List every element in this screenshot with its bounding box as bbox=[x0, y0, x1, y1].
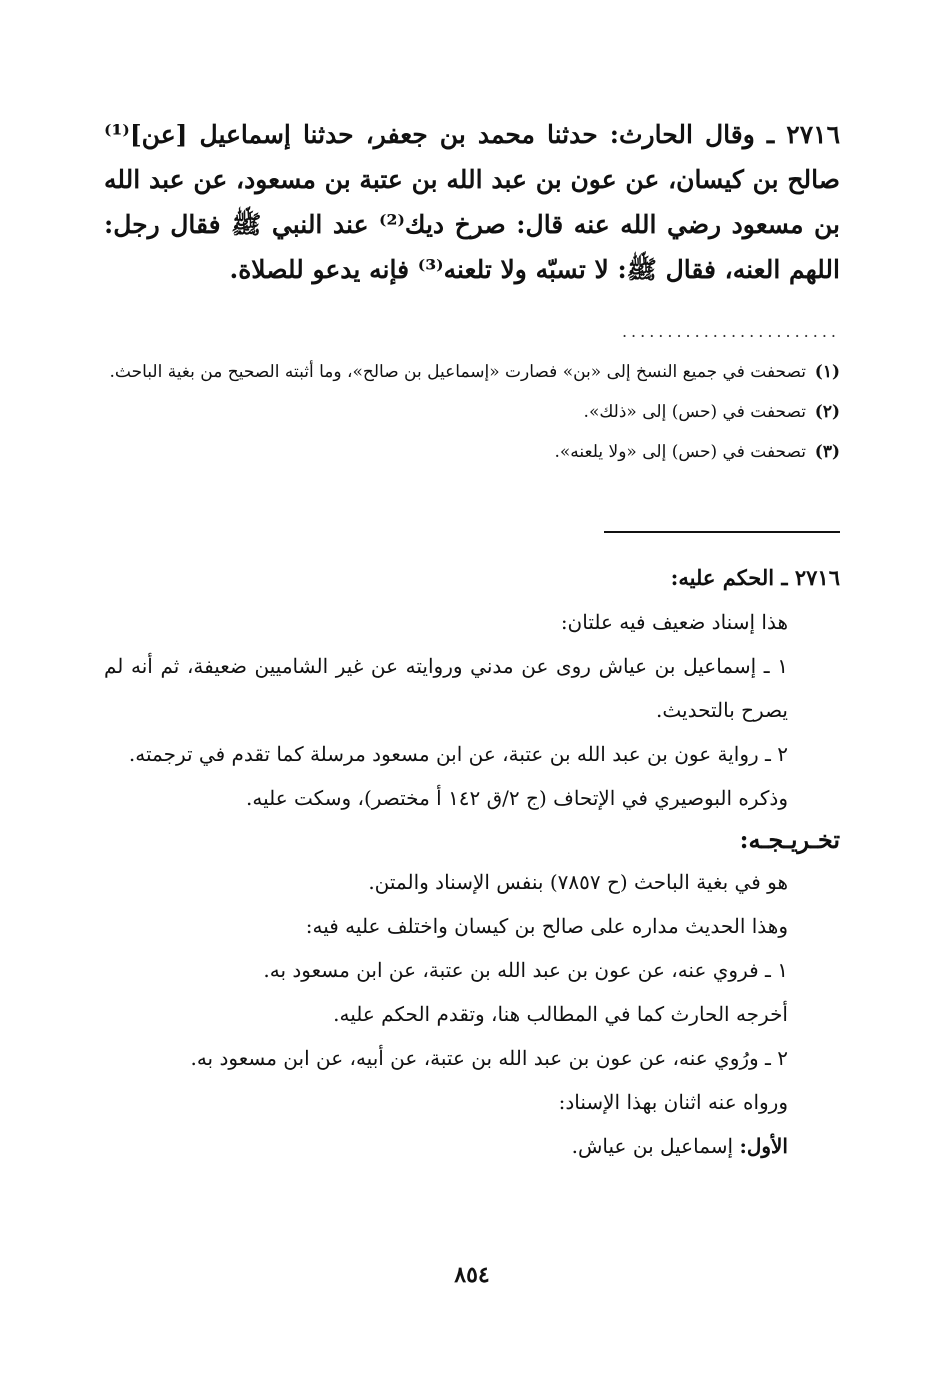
footnote-text: تصحفت في (حس) إلى «ذلك». bbox=[583, 402, 806, 422]
takhrij-line-1: هو في بغية الباحث (ح ٧٨٥٧) بنفس الإسناد والمتن. bbox=[368, 870, 788, 894]
footnote-number: (٢) bbox=[814, 402, 840, 422]
footnotes-section bbox=[104, 358, 840, 478]
section-divider-rule bbox=[604, 531, 840, 533]
footnote-3 bbox=[104, 438, 840, 466]
ruling-point-1: ١ ـ إسماعيل بن عياش روى عن مدني وروايته عن غير الشاميين ضعيفة، ثم أنه لم يصرح بالتحديث. bbox=[104, 654, 788, 722]
busiri-note: وذكره البوصيري في الإتحاف (ج ٢/ق ١٤٢ أ مختصر)، وسكت عليه. bbox=[246, 786, 788, 810]
takhrij-line-7 bbox=[104, 1124, 840, 1168]
takhrij-line-5: ٢ ـ ورُوي عنه، عن عون بن عبد الله بن عتبة، عن أبيه، عن ابن مسعود به. bbox=[190, 1046, 788, 1070]
separator-dots: ........................ bbox=[621, 322, 840, 341]
takhrij-line-4: أخرجه الحارث كما في المطالب هنا، وتقدم الحكم عليه. bbox=[333, 1002, 788, 1026]
takhrij-line-6: ورواه عنه اثنان بهذا الإسناد: bbox=[558, 1090, 788, 1114]
takhrij-heading: تخـريـجـه: bbox=[739, 825, 840, 854]
ruling-intro: هذا إسناد ضعيف فيه علتان: bbox=[560, 610, 788, 634]
footnote-text: تصحفت في (حس) إلى «ولا يلعنه». bbox=[554, 442, 806, 462]
hadith-paragraph: ٢٧١٦ ـ وقال الحارث: حدثنا محمد بن جعفر، حدثنا إسماعيل [عن]⁽¹⁾ صالح بن كيسان، عن عون بن عبد الله بن عتبة بن مسعود، عن عبد الله بن مسعود رضي الله عنه قال: صرخ ديك⁽²⁾ عند النبي ﷺ فقال رجل: اللهم العنه، فقال ﷺ: لا تسبّه ولا تلعنه⁽³⁾ فإنه يدعو للصلاة. bbox=[104, 120, 841, 284]
page-number: ٨٥٤ bbox=[454, 1262, 490, 1288]
takhrij-line-3: ١ ـ فروي عنه، عن عون بن عبد الله بن عتبة، عن ابن مسعود به. bbox=[263, 958, 788, 982]
hadith-text: وقال الحارث: حدثنا محمد بن جعفر، حدثنا إسماعيل [عن]⁽¹⁾ صالح بن كيسان، عن عون بن عبد الله بن عتبة بن مسعود، عن عبد الله بن مسعود رضي الله عنه قال: صرخ ديك⁽²⁾ عند النبي ﷺ فقال رجل: اللهم العنه، فقال ﷺ: لا تسبّه ولا تلعنه⁽³⁾ فإنه يدعو للصلاة. bbox=[104, 120, 841, 284]
hadith-text-block bbox=[104, 112, 840, 292]
footnote-text: تصحفت في جميع النسخ إلى «بن» فصارت «إسماعيل بن صالح»، وما أثبته الصحيح من بغية الباحث. bbox=[109, 362, 806, 382]
first-text: إسماعيل بن عياش. bbox=[571, 1134, 734, 1158]
footnote-1 bbox=[104, 358, 840, 386]
takhrij-line-2: وهذا الحديث مداره على صالح بن كيسان واختلف عليه فيه: bbox=[305, 914, 788, 938]
commentary-section bbox=[104, 556, 840, 1168]
first-label: الأول: bbox=[739, 1134, 788, 1158]
hadith-number: ٢٧١٦ bbox=[786, 120, 840, 149]
ruling-heading: ٢٧١٦ ـ الحكم عليه: bbox=[670, 565, 840, 590]
footnote-number: (٣) bbox=[814, 442, 840, 462]
footnote-2 bbox=[104, 398, 840, 426]
ruling-point-2: ٢ ـ رواية عون بن عبد الله بن عتبة، عن ابن مسعود مرسلة كما تقدم في ترجمته. bbox=[128, 742, 788, 766]
footnote-number: (١) bbox=[814, 362, 840, 382]
